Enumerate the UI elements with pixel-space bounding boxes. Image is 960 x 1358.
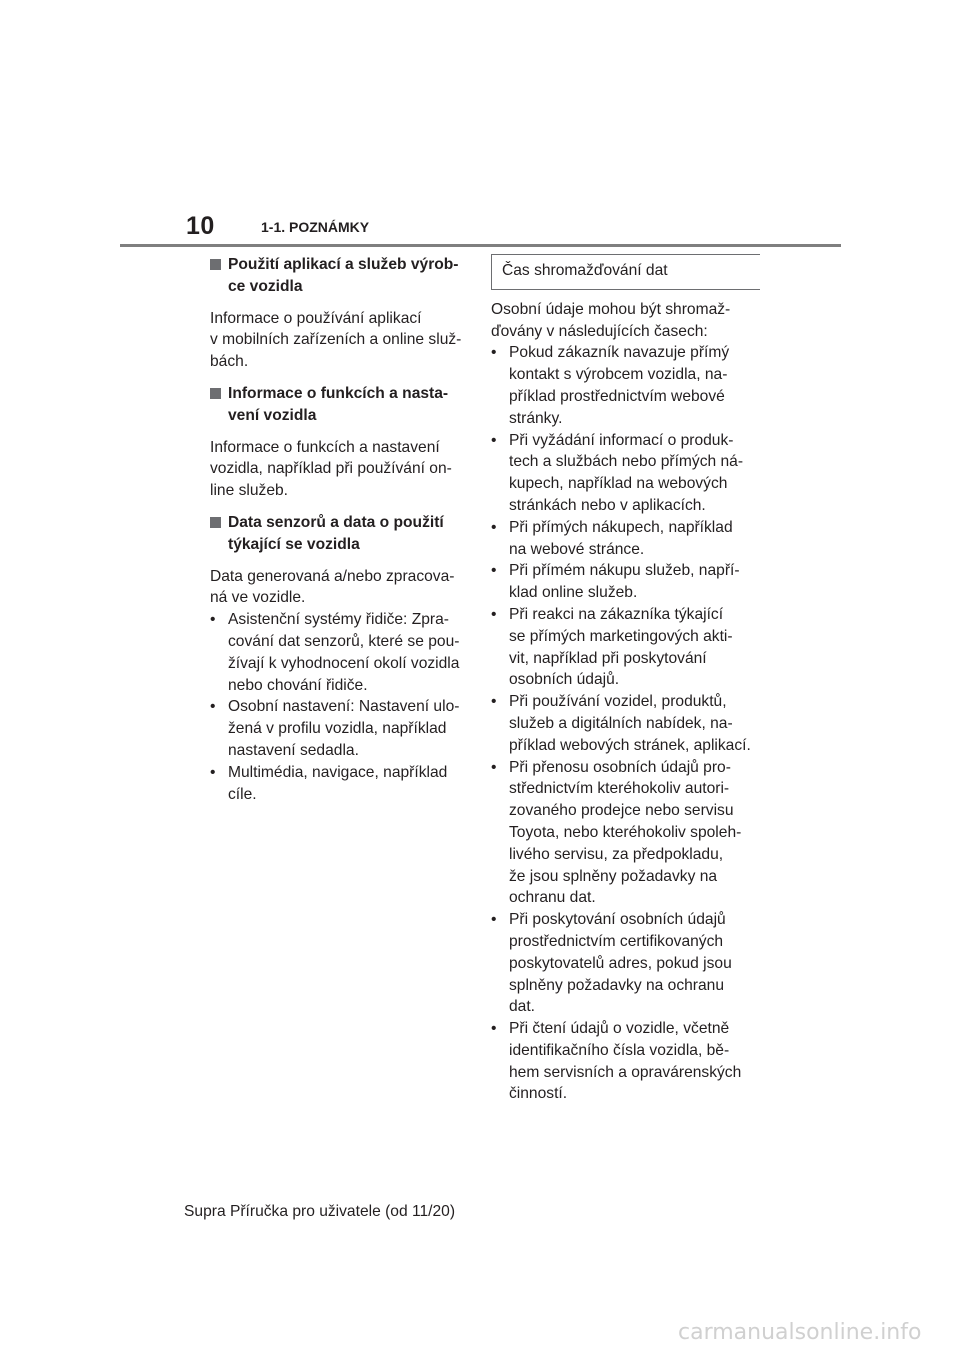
body-line: Data generovaná a/nebo zpracova- bbox=[210, 567, 455, 585]
section-title: 1-1. POZNÁMKY bbox=[261, 219, 370, 235]
section-heading-line: Použití aplikací a služeb výrob- bbox=[228, 256, 459, 273]
body-line: line služeb. bbox=[210, 482, 289, 500]
list-item-line: Toyota, nebo kteréhokoliv spoleh- bbox=[509, 823, 742, 841]
square-bullet-icon bbox=[210, 259, 221, 270]
section-heading bbox=[210, 254, 468, 298]
list-item-line: Osobní nastavení: Nastavení ulo- bbox=[228, 698, 460, 716]
list-item-line: Při vyžádání informací o produk- bbox=[509, 431, 734, 449]
bullet-dot: • bbox=[491, 693, 497, 711]
list-item-line: poskytovatelů adres, pokud jsou bbox=[509, 954, 732, 972]
list-item-line: služeb a digitálních nabídek, na- bbox=[509, 714, 733, 732]
list-item-line: cování dat senzorů, které se pou- bbox=[228, 632, 460, 650]
bullet-dot: • bbox=[491, 344, 497, 362]
right-column bbox=[491, 254, 761, 1105]
section-body bbox=[210, 308, 468, 373]
bullet-dot: • bbox=[491, 911, 497, 929]
section-body bbox=[210, 566, 468, 610]
header-rule bbox=[120, 244, 841, 247]
list-item bbox=[210, 696, 468, 761]
section-heading-text bbox=[228, 383, 448, 427]
list-item-line: Při přenosu osobních údajů pro- bbox=[509, 758, 731, 776]
list-item-line: se přímých marketingových akti- bbox=[509, 627, 733, 645]
list-item-line: kontakt s výrobcem vozidla, na- bbox=[509, 366, 728, 384]
list-item-line: příklad prostřednictvím webové bbox=[509, 387, 725, 405]
list-item-line: žená v profilu vozidla, například bbox=[228, 720, 447, 738]
section-heading bbox=[210, 512, 468, 556]
bullet-dot: • bbox=[491, 605, 497, 623]
list-item-line: kupech, například na webových bbox=[509, 475, 728, 493]
list-item-line: splněny požadavky na ochranu bbox=[509, 976, 724, 994]
list-item-line: stránkách nebo v aplikacích. bbox=[509, 496, 706, 514]
list-item-line: činností. bbox=[509, 1085, 568, 1103]
list-item bbox=[491, 909, 761, 1018]
bullet-dot: • bbox=[491, 431, 497, 449]
list-item-line: tech a službách nebo přímých ná- bbox=[509, 453, 744, 471]
list-item bbox=[491, 342, 761, 429]
list-item-line: prostřednictvím certifikovaných bbox=[509, 932, 724, 950]
body-line: v mobilních zařízeních a online služ- bbox=[210, 331, 462, 349]
list-item-line: ochranu dat. bbox=[509, 889, 596, 907]
list-item-line: Multimédia, navigace, například bbox=[228, 763, 448, 781]
boxed-heading: Čas shromažďování dat bbox=[491, 254, 760, 290]
section-heading-line: týkající se vozidla bbox=[228, 535, 360, 553]
list-item-line: že jsou splněny požadavky na bbox=[509, 867, 718, 885]
list-item-line: livého servisu, za předpokladu, bbox=[509, 845, 724, 863]
bullet-dot: • bbox=[210, 698, 216, 716]
bullet-dot: • bbox=[491, 562, 497, 580]
bullet-list bbox=[491, 342, 761, 1105]
bullet-dot: • bbox=[491, 758, 497, 776]
body-line: bách. bbox=[210, 353, 249, 371]
square-bullet-icon bbox=[210, 388, 221, 399]
list-item-line: cíle. bbox=[228, 785, 257, 803]
list-item-line: stránky. bbox=[509, 409, 563, 427]
body-line: vozidla, například při používání on- bbox=[210, 460, 452, 478]
list-item bbox=[491, 757, 761, 910]
section-heading-line: Data senzorů a data o použití bbox=[228, 513, 444, 531]
list-item-line: Asistenční systémy řidiče: Zpra- bbox=[228, 611, 449, 629]
list-item-line: Při přímých nákupech, například bbox=[509, 518, 733, 536]
body-line: Informace o funkcích a nastavení bbox=[210, 438, 440, 456]
list-item-line: hem servisních a opravárenských bbox=[509, 1063, 742, 1081]
list-item-line: příklad webových stránek, aplikací. bbox=[509, 736, 751, 754]
footer-text: Supra Příručka pro uživatele (od 11/20) bbox=[184, 1203, 456, 1220]
bullet-dot: • bbox=[491, 518, 497, 536]
section-heading-line: ce vozidla bbox=[228, 277, 303, 295]
list-item-line: Při čtení údajů o vozidle, včetně bbox=[509, 1020, 730, 1038]
list-item bbox=[491, 430, 761, 517]
list-item bbox=[210, 609, 468, 696]
body-line: Informace o používání aplikací bbox=[210, 309, 422, 327]
list-item-line: žívají k vyhodnocení okolí vozidla bbox=[228, 654, 460, 672]
section-heading-text bbox=[228, 512, 444, 556]
list-item bbox=[491, 604, 761, 691]
section-heading bbox=[210, 383, 468, 427]
list-item-line: na webové stránce. bbox=[509, 540, 645, 558]
intro-text bbox=[491, 299, 761, 343]
section-heading-line: Informace o funkcích a nasta- bbox=[228, 384, 449, 402]
bullet-dot: • bbox=[491, 1020, 497, 1038]
list-item-line: zovaného prodejce nebo servisu bbox=[509, 802, 734, 820]
list-item-line: vit, například při poskytování bbox=[509, 649, 707, 667]
list-item-line: klad online služeb. bbox=[509, 584, 638, 602]
list-item-line: Při používání vozidel, produktů, bbox=[509, 693, 727, 711]
list-item bbox=[491, 560, 761, 604]
list-item-line: střednictvím kteréhokoliv autori- bbox=[509, 780, 730, 798]
section-heading-line: vení vozidla bbox=[228, 406, 317, 424]
list-item-line: identifikačního čísla vozidla, bě- bbox=[509, 1041, 730, 1059]
page-number: 10 bbox=[186, 212, 215, 240]
list-item bbox=[491, 517, 761, 561]
square-bullet-icon bbox=[210, 517, 221, 528]
list-item-line: nebo chování řidiče. bbox=[228, 676, 368, 694]
list-item bbox=[491, 1018, 761, 1105]
left-column bbox=[210, 254, 468, 805]
list-item bbox=[210, 762, 468, 806]
list-item-line: Při reakci na zákazníka týkající bbox=[509, 605, 724, 623]
list-item-line: dat. bbox=[509, 998, 536, 1016]
bullet-dot: • bbox=[210, 611, 216, 629]
body-line: ná ve vozidle. bbox=[210, 589, 306, 607]
list-item-line: Pokud zákazník navazuje přímý bbox=[509, 344, 730, 362]
list-item-line: osobních údajů. bbox=[509, 671, 620, 689]
section-heading-text bbox=[228, 254, 459, 298]
list-item-line: nastavení sedadla. bbox=[228, 741, 359, 759]
list-item-line: Při poskytování osobních údajů bbox=[509, 911, 726, 929]
body-line: ďovány v následujících časech: bbox=[491, 322, 708, 340]
bullet-list bbox=[210, 609, 468, 805]
section-body bbox=[210, 437, 468, 502]
watermark: carmanualsonline.info bbox=[678, 1320, 922, 1345]
bullet-dot: • bbox=[210, 763, 216, 781]
list-item-line: Při přímém nákupu služeb, napří- bbox=[509, 562, 740, 580]
body-line: Osobní údaje mohou být shromaž- bbox=[491, 300, 731, 318]
list-item bbox=[491, 691, 761, 756]
